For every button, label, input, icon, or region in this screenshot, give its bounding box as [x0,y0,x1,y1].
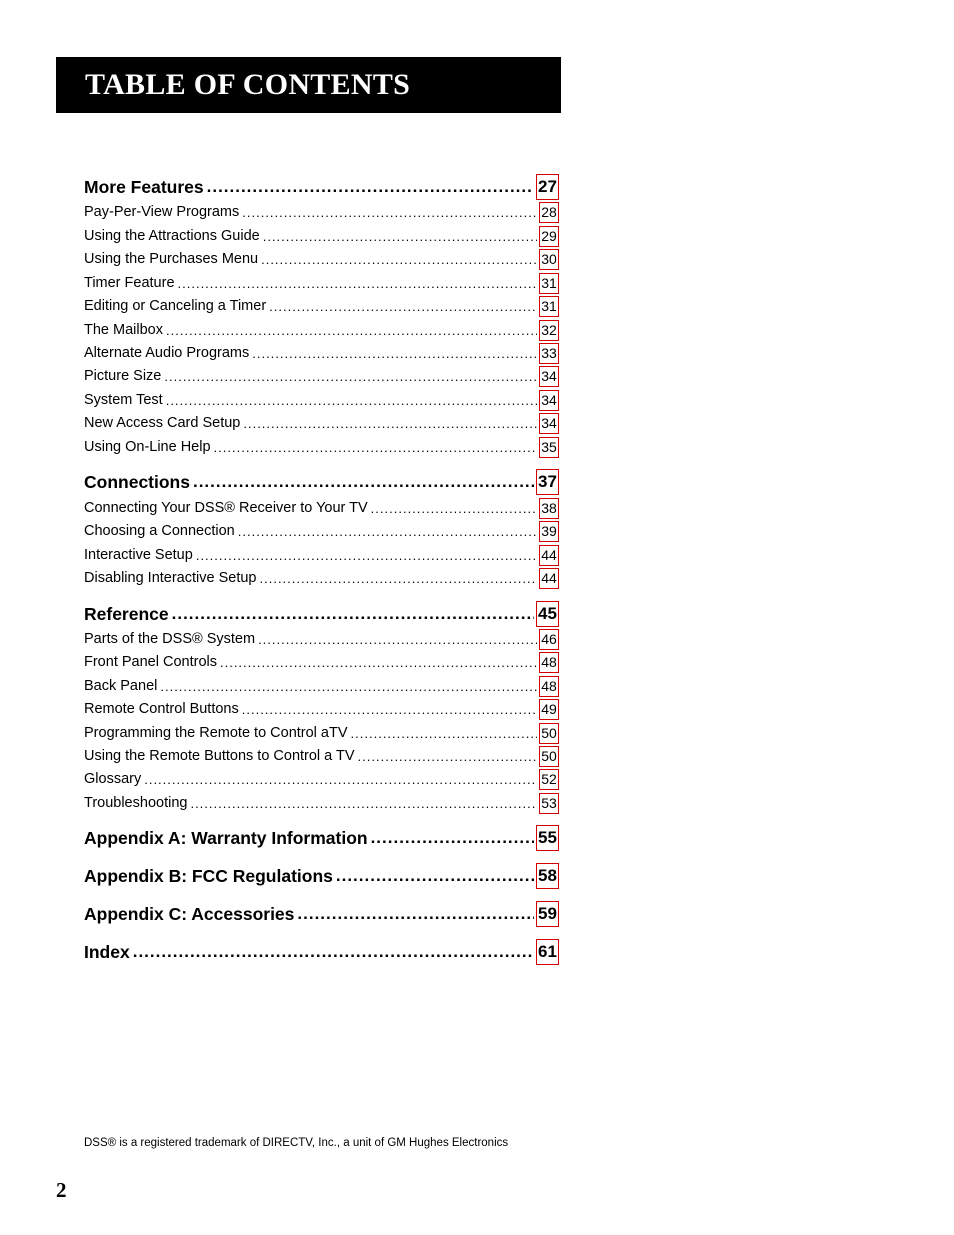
toc-entry-title: Connections [84,471,190,492]
toc-entry-title: Picture Size [84,368,162,384]
toc-entry[interactable] [84,699,559,720]
page-link[interactable]: 61 [536,939,559,965]
dot-leader [172,604,534,624]
page-link[interactable]: 49 [539,699,559,720]
toc-entry-title: Connecting Your DSS® Receiver to Your TV [84,500,368,516]
page-number: 2 [56,1178,67,1202]
toc-entry[interactable] [84,676,559,697]
dot-leader [193,472,534,492]
page-link[interactable]: 45 [536,601,559,627]
toc-entry[interactable] [84,249,559,270]
page-link[interactable]: 53 [539,793,559,814]
dot-leader [258,632,537,647]
toc-entry[interactable] [84,366,559,387]
toc-entry[interactable] [84,521,559,542]
dot-leader [242,205,537,220]
toc-entry-title: Timer Feature [84,275,175,291]
title-bar [56,57,561,113]
toc-entry-title: System Test [84,392,163,408]
toc-entry-title: Disabling Interactive Setup [84,570,257,586]
page-link[interactable]: 30 [539,249,559,270]
toc-entry[interactable] [84,769,559,790]
dot-leader [190,796,537,811]
toc-entry-title: More Features [84,176,204,197]
toc-entry-title: Using the Purchases Menu [84,251,259,267]
dot-leader [220,655,537,670]
page-link[interactable]: 32 [539,320,559,341]
toc-entry[interactable] [84,226,559,247]
dot-leader [238,524,537,539]
toc-entry-title: Remote Control Buttons [84,701,239,717]
toc-entry-title: Glossary [84,771,142,787]
dot-leader [160,679,537,694]
page-link[interactable]: 28 [539,202,559,223]
toc-entry-title: The Mailbox [84,322,163,338]
dot-leader [261,252,537,267]
toc-section-entry[interactable] [84,825,559,851]
toc-entry[interactable] [84,568,559,589]
toc-entry[interactable] [84,296,559,317]
dot-leader [336,866,534,886]
toc-entry-title: Using the Attractions Guide [84,228,260,244]
page-link[interactable]: 33 [539,343,559,364]
toc-entry[interactable] [84,390,559,411]
toc-entry-title: Appendix B: FCC Regulations [84,865,333,886]
page-link[interactable]: 31 [539,273,559,294]
page-link[interactable]: 50 [539,723,559,744]
toc-entry[interactable] [84,343,559,364]
dot-leader [164,369,537,384]
toc-entry-title: Using the Remote Buttons to Control a TV [84,748,355,764]
page-link[interactable]: 59 [536,901,559,927]
dot-leader [196,548,537,563]
page-link[interactable]: 48 [539,652,559,673]
toc-section-entry[interactable] [84,901,559,927]
toc-entry-title: Parts of the DSS® System [84,631,256,647]
page-link[interactable]: 27 [536,174,559,200]
toc-entry-title: New Access Card Setup [84,415,241,431]
toc-entry[interactable] [84,413,559,434]
dot-leader [242,702,537,717]
toc-entry[interactable] [84,652,559,673]
page-link[interactable]: 35 [539,437,559,458]
page-link[interactable]: 55 [536,825,559,851]
dot-leader [166,323,537,338]
toc-entry-title: Interactive Setup [84,547,193,563]
dot-leader [263,229,537,244]
toc-entry[interactable] [84,746,559,767]
dot-leader [207,177,534,197]
toc-entry-title: Back Panel [84,678,158,694]
toc-entry-title: Appendix C: Accessories [84,903,295,924]
toc-entry[interactable] [84,545,559,566]
toc-entry[interactable] [84,437,559,458]
dot-leader [133,942,534,962]
dot-leader [371,828,534,848]
toc-section-entry[interactable] [84,863,559,889]
toc-entry-title: Alternate Audio Programs [84,345,250,361]
dot-leader [178,276,537,291]
toc-entry[interactable] [84,320,559,341]
page-link[interactable]: 34 [539,390,559,411]
trademark-footnote: DSS® is a registered trademark of DIRECTV, Inc., a unit of GM Hughes Electronics [84,1137,509,1149]
toc-entry-title: Appendix A: Warranty Information [84,827,368,848]
toc-entry-title: Choosing a Connection [84,523,235,539]
page-link[interactable]: 38 [539,498,559,519]
dot-leader [260,571,538,586]
page-link[interactable]: 34 [539,413,559,434]
toc-entry-title: Reference [84,603,169,624]
dot-leader [358,749,537,764]
toc-entry-title: Programming the Remote to Control aTV [84,725,348,741]
page-link[interactable]: 48 [539,676,559,697]
toc-entry[interactable] [84,793,559,814]
page-link[interactable]: 44 [539,545,559,566]
toc-section-entry[interactable] [84,469,559,495]
dot-leader [371,501,537,516]
page-link[interactable]: 34 [539,366,559,387]
toc-entry-title: Front Panel Controls [84,654,217,670]
toc-entry-title: Using On-Line Help [84,439,211,455]
page-link[interactable]: 39 [539,521,559,542]
toc-entry[interactable] [84,202,559,223]
dot-leader [351,726,537,741]
toc-section-entry[interactable] [84,601,559,627]
page-link[interactable]: 46 [539,629,559,650]
page-link[interactable]: 44 [539,568,559,589]
toc-section-entry[interactable] [84,174,559,200]
toc-entry[interactable] [84,498,559,519]
toc-entry-title: Troubleshooting [84,795,188,811]
page-link[interactable]: 52 [539,769,559,790]
page-title: TABLE OF CONTENTS [85,68,411,101]
dot-leader [144,772,537,787]
toc-entry-title: Editing or Canceling a Timer [84,298,267,314]
toc-entry[interactable] [84,629,559,650]
dot-leader [214,440,537,455]
dot-leader [252,346,537,361]
toc-entry[interactable] [84,273,559,294]
toc-entry-title: Index [84,941,130,962]
dot-leader [243,416,537,431]
page-link[interactable]: 58 [536,863,559,889]
toc-section-entry[interactable] [84,939,559,965]
page-link[interactable]: 37 [536,469,559,495]
page-link[interactable]: 50 [539,746,559,767]
dot-leader [166,393,537,408]
dot-leader [269,299,537,314]
dot-leader [297,904,534,924]
toc-entry[interactable] [84,723,559,744]
page-link[interactable]: 31 [539,296,559,317]
toc-entry-title: Pay-Per-View Programs [84,204,240,220]
page-link[interactable]: 29 [539,226,559,247]
